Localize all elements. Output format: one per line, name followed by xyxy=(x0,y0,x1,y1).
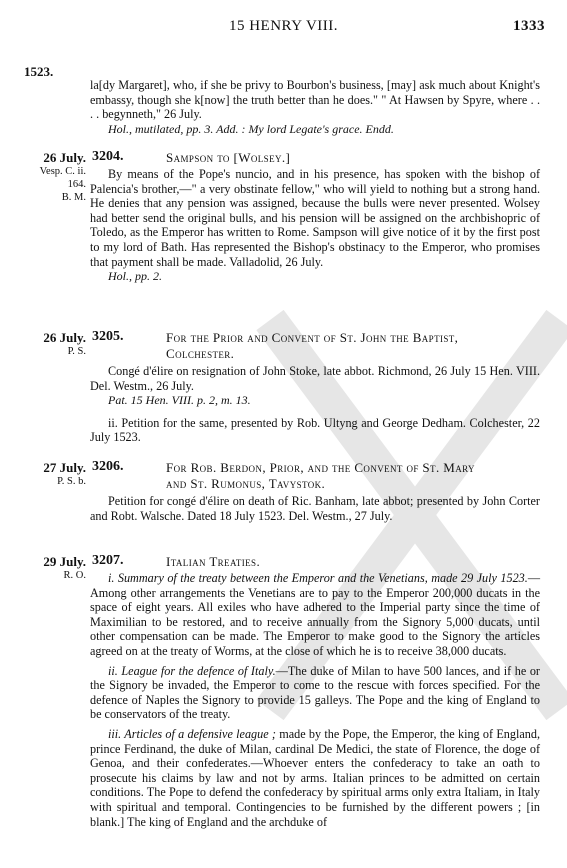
entry-ref: Pat. 15 Hen. VIII. p. 2, m. 13. xyxy=(108,393,251,408)
entry-heading: For the Prior and Convent of St. John the Baptist, xyxy=(166,330,459,345)
entry-heading-cont: and St. Rumonus, Tavystok. xyxy=(166,476,326,491)
entry-heading: Italian Treaties. xyxy=(166,554,261,569)
entry-number: 3204. xyxy=(92,149,124,164)
entry-3207-margin xyxy=(14,554,86,582)
entry-source: B. M. xyxy=(61,192,86,203)
para-lead: iii. Articles of a defensive league ; xyxy=(108,726,276,741)
entry-3207-text xyxy=(90,571,540,829)
para-body: made by the Pope, the Emperor, the king of England, prince Ferdinand, the duke of Milan, cardinal De Medici, the state of Florence, the doge of Genoa, and their confederates.—Whoever enters the confederacy to take an oath to prosecute his claims by law and not by arms. Italian princes to be admitted on certain conditions. The Pope to defend the confederacy by spiritual arms only extra Italiam, in Italy with spiritual and temporal. Contingencies to be furnished by the different powers ; [in blank.] The king of England and the archduke of xyxy=(90,726,540,829)
entry-ref: Hol., pp. 2. xyxy=(108,269,162,284)
entry-source: R. O. xyxy=(63,570,86,581)
entry-para-i xyxy=(90,571,540,659)
continued-ref: Hol., mutilated, pp. 3. Add. : My lord Legate's grace. Endd. xyxy=(108,121,394,136)
entry-3206-text xyxy=(90,494,540,523)
entry-date: 26 July. xyxy=(43,150,86,165)
entry-subpara: ii. Petition for the same, presented by Rob. Ultyng and George Dedham. Colchester, 22 July 1523. xyxy=(90,415,540,445)
continued-text xyxy=(90,78,540,136)
entry-para-ii xyxy=(90,664,540,722)
entry-3204-margin xyxy=(14,150,86,204)
entry-3206-margin xyxy=(14,460,86,488)
entry-source: P. S. xyxy=(67,346,86,357)
para-lead: ii. League for the defence of Italy. xyxy=(108,663,276,678)
entry-3205-text xyxy=(90,364,540,445)
entry-body: Congé d'élire on resignation of John Stoke, late abbot. Richmond, 26 July 15 Hen. VIII. Del. Westm., 26 July. xyxy=(90,364,540,393)
entry-date: 27 July. xyxy=(43,460,86,475)
entry-number: 3205. xyxy=(92,329,124,344)
para-body: —Among other arrangements the Venetians are to pay to the Emperor 200,000 ducats in the space of eight years. All exiles who have adhered to the Imperial party since the time of Maximilian to be restored, and to receive annually from the Signory 5,000 ducats, until other compensation can be made. The Emperor to make good to the Signory the articles agreed on at the treaty of Worms, at the close of which he is to receive 38,000 ducats. xyxy=(90,571,540,658)
entry-heading-cont: Colchester. xyxy=(166,346,235,361)
entry-source: P. S. b. xyxy=(57,476,86,487)
entry-body: By means of the Pope's nuncio, and in his presence, has spoken with the bishop of Palencia's brother,—" a very obstinate fellow," who will yield to nothing but a strong hand. He denies that any pension was assigned, because the bulls were never presented. Wolsey had better send the original bulls, and his pension will be assigned on the archbishopric of Toledo, as the Emperor has written to Rome. Sampson will give notice of it by the first post to my lord of Bath. Has represented the Bishop's obstinacy to the Emperor, who promises that payment shall be made. Valladolid, 26 July. xyxy=(90,167,540,269)
entry-source: 164. xyxy=(67,179,86,190)
entry-date: 29 July. xyxy=(43,554,86,569)
running-header: 15 HENRY VIII. xyxy=(228,18,339,34)
entry-para-iii xyxy=(90,727,540,829)
para-lead: i. Summary of the treaty between the Emperor and the Venetians, made 29 July 1523. xyxy=(108,571,528,585)
page-number: 1333 xyxy=(513,18,545,34)
entry-heading: For Rob. Berdon, Prior, and the Convent of St. Mary xyxy=(166,460,475,475)
continued-body: la[dy Margaret], who, if she be privy to Bourbon's business, [may] ask much about Knight's embassy, though she k[now] the truth better than he does." " At Hawsen by Spyre, where . . . . begynneth," 26 July. xyxy=(90,78,540,122)
para-body: —The duke of Milan to have 500 lances, and if he or the Signory be invaded, the Emperor to come to the rescue with forces specified. For the defence of Naples the Signory to provide 15 galleys. The Pope and the king of England to be conservators of the treaty. xyxy=(90,663,540,722)
margin-year: 1523. xyxy=(24,64,54,79)
entry-number: 3206. xyxy=(92,459,124,474)
entry-date: 26 July. xyxy=(43,330,86,345)
entry-body: Petition for congé d'élire on death of Ric. Banham, late abbot; presented by John Corter and Robt. Walsche. Dated 18 July 1523. Del. Westm., 27 July. xyxy=(90,494,540,523)
entry-3205-margin xyxy=(14,330,86,358)
entry-source: Vesp. C. ii. xyxy=(39,166,86,177)
entry-heading: Sampson to [Wolsey.] xyxy=(166,150,291,165)
entry-3204-text xyxy=(90,167,540,284)
entry-number: 3207. xyxy=(92,553,124,568)
